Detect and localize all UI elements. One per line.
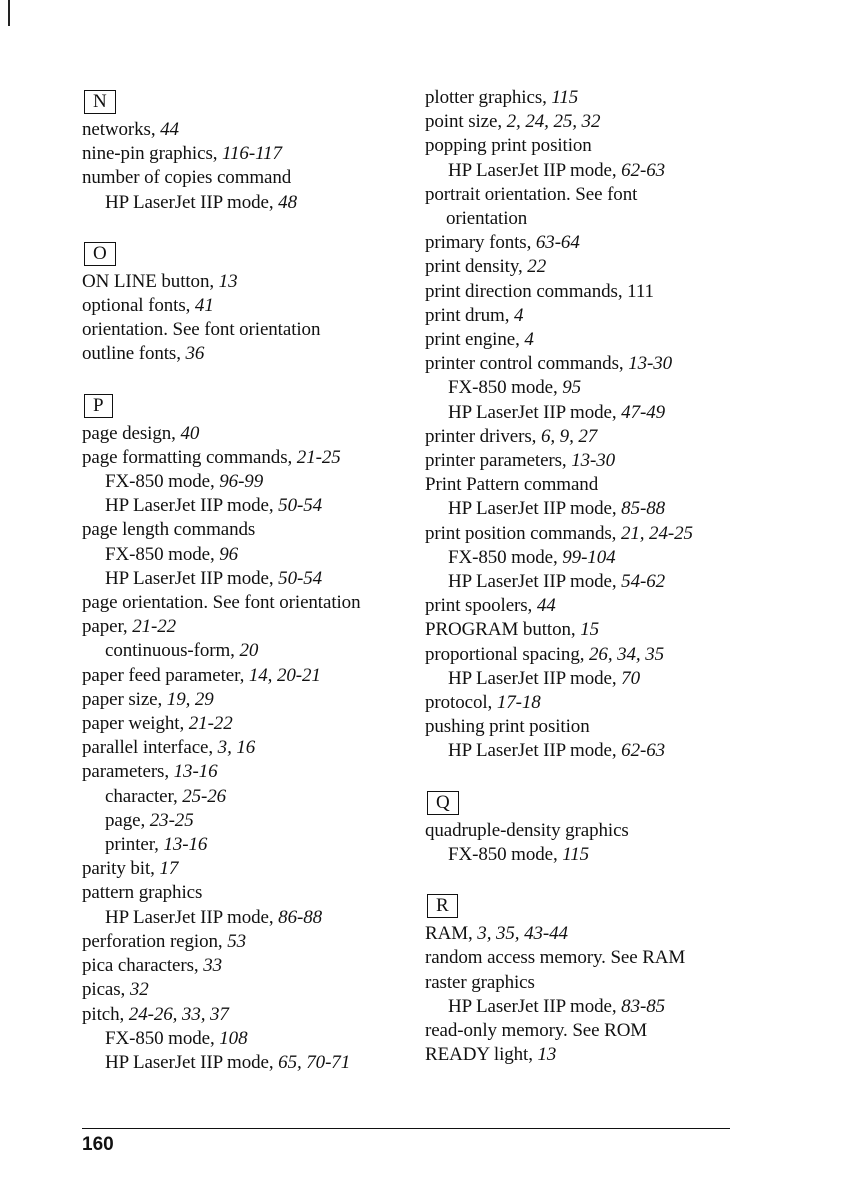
index-page-refs: 50-54 xyxy=(278,495,322,517)
page-edge-mark xyxy=(8,0,10,26)
index-term: parallel interface, xyxy=(82,737,218,759)
index-term: character, xyxy=(105,785,183,807)
index-entry xyxy=(82,591,402,615)
index-entry xyxy=(425,691,755,715)
index-page-refs: 2, 24, 25, 32 xyxy=(506,111,601,133)
index-entry xyxy=(82,954,402,978)
index-entry xyxy=(425,449,755,473)
index-column-left xyxy=(82,86,402,1075)
index-page-refs: 54-62 xyxy=(621,571,665,593)
index-subentry xyxy=(82,567,402,591)
index-term: outline fonts, xyxy=(82,343,186,365)
index-page-refs: 13 xyxy=(218,270,238,292)
index-term: HP LaserJet IIP mode, xyxy=(105,495,279,517)
index-term: FX-850 mode, xyxy=(105,543,220,565)
index-term: HP LaserJet IIP mode, xyxy=(448,667,622,689)
index-term: page design, xyxy=(82,422,181,444)
index-page-refs: 62-63 xyxy=(621,159,665,181)
index-page-refs: 21, 24-25 xyxy=(620,522,693,544)
index-term: RAM, xyxy=(425,923,478,945)
index-term: parity bit, xyxy=(82,858,160,880)
index-term: raster graphics xyxy=(425,971,535,993)
index-entry xyxy=(82,978,402,1002)
index-term: perforation region, xyxy=(82,930,228,952)
index-term: HP LaserJet IIP mode, xyxy=(105,567,279,589)
index-page-refs: 99-104 xyxy=(562,546,616,568)
index-term: plotter graphics, xyxy=(425,87,552,108)
index-page-refs: 13-16 xyxy=(173,761,218,783)
index-subentry xyxy=(82,543,402,567)
index-page-refs: 44 xyxy=(160,119,179,140)
index-term: print position commands, xyxy=(425,522,621,544)
index-entry xyxy=(425,1019,755,1043)
index-entry xyxy=(82,518,402,542)
index-subentry xyxy=(82,494,402,518)
index-term: printer control commands, xyxy=(425,353,629,375)
index-page-refs: 116-117 xyxy=(222,143,282,165)
index-entry xyxy=(425,207,755,231)
index-subentry xyxy=(425,376,755,400)
index-page-refs: 62-63 xyxy=(621,740,665,762)
index-entry xyxy=(82,615,402,639)
index-page-refs: 23-25 xyxy=(149,809,194,831)
section-gap xyxy=(82,367,402,390)
index-term: networks, xyxy=(82,119,161,140)
index-subentry xyxy=(82,1051,402,1075)
section-gap xyxy=(425,764,755,787)
index-page-refs: 19, 29 xyxy=(166,688,214,710)
index-subentry xyxy=(425,570,755,594)
index-page-refs: 14, 20-21 xyxy=(248,664,321,686)
index-entry xyxy=(425,304,755,328)
section-gap xyxy=(425,867,755,890)
index-term: primary fonts, xyxy=(425,232,536,254)
index-entry xyxy=(82,881,402,905)
index-page-refs: 13 xyxy=(537,1044,557,1066)
index-subentry xyxy=(425,739,755,763)
index-page-refs: 21-25 xyxy=(296,446,341,468)
index-entry xyxy=(425,425,755,449)
index-subentry xyxy=(425,546,755,570)
index-entry xyxy=(425,231,755,255)
index-entry xyxy=(425,819,755,843)
index-term: page, xyxy=(105,809,150,831)
index-entry xyxy=(425,110,755,134)
index-term: HP LaserJet IIP mode, xyxy=(448,159,622,181)
index-page-refs: 13-16 xyxy=(163,834,208,856)
index-page-refs: 40 xyxy=(180,422,200,444)
index-page-refs: 32 xyxy=(129,979,149,1001)
index-page-refs: 17 xyxy=(159,858,179,880)
index-entry xyxy=(425,328,755,352)
index-page-refs: 50-54 xyxy=(278,567,322,589)
index-entry xyxy=(82,422,402,446)
index-entry xyxy=(425,86,755,110)
index-subentry xyxy=(82,785,402,809)
index-term: page orientation. See font orientation xyxy=(82,592,361,614)
index-page-refs: 85-88 xyxy=(621,498,665,520)
index-term: HP LaserJet IIP mode, xyxy=(448,740,622,762)
index-subentry xyxy=(425,401,755,425)
index-page-refs: 44 xyxy=(536,595,556,617)
index-subentry xyxy=(425,159,755,183)
index-entry xyxy=(82,736,402,760)
index-term: quadruple-density graphics xyxy=(425,819,629,841)
index-page-refs: 47-49 xyxy=(621,401,665,423)
index-term: HP LaserJet IIP mode, xyxy=(105,191,279,213)
index-subentry xyxy=(82,833,402,857)
index-entry xyxy=(82,857,402,881)
index-subentry xyxy=(425,497,755,521)
index-term: print direction commands, 111 xyxy=(425,280,654,302)
index-term: read-only memory. See ROM xyxy=(425,1019,648,1041)
index-page-refs: 21-22 xyxy=(188,713,233,735)
index-entry xyxy=(425,352,755,376)
index-letter-heading: R xyxy=(427,894,458,918)
index-term: print engine, xyxy=(425,329,525,351)
section-gap xyxy=(82,215,402,238)
index-term: random access memory. See RAM xyxy=(425,947,686,969)
index-term: portrait orientation. See font xyxy=(425,183,638,205)
index-subentry xyxy=(425,843,755,867)
index-page-refs: 95 xyxy=(562,377,582,399)
index-entry xyxy=(82,118,402,142)
index-page-refs: 25-26 xyxy=(182,785,227,807)
index-term: optional fonts, xyxy=(82,295,195,317)
index-page-refs: 63-64 xyxy=(535,232,580,254)
index-term: HP LaserJet IIP mode, xyxy=(448,995,622,1017)
index-page-refs: 15 xyxy=(580,619,599,641)
index-entry xyxy=(425,183,755,207)
index-term: number of copies command xyxy=(82,167,292,189)
index-page-refs: 13-30 xyxy=(628,353,673,375)
index-subentry xyxy=(82,191,402,215)
index-page-refs: 108 xyxy=(219,1027,248,1049)
index-subentry xyxy=(82,809,402,833)
index-page-refs: 22 xyxy=(527,256,547,278)
index-term: pitch, xyxy=(82,1003,129,1025)
index-entry xyxy=(82,760,402,784)
index-entry xyxy=(425,255,755,279)
index-entry xyxy=(425,1043,755,1067)
index-page-refs: 53 xyxy=(227,930,247,952)
index-entry xyxy=(82,664,402,688)
index-term: picas, xyxy=(82,979,130,1001)
index-entry xyxy=(425,922,755,946)
index-term: printer parameters, xyxy=(425,450,572,472)
index-entry xyxy=(82,712,402,736)
index-term: point size, xyxy=(425,111,507,133)
index-term: HP LaserJet IIP mode, xyxy=(448,571,622,593)
index-subentry xyxy=(425,667,755,691)
index-term: FX-850 mode, xyxy=(105,471,220,493)
index-entry xyxy=(425,522,755,546)
index-term: FX-850 mode, xyxy=(105,1027,220,1049)
index-page-refs: 4 xyxy=(514,304,524,326)
index-entry xyxy=(425,643,755,667)
index-page-refs: 6, 9, 27 xyxy=(540,425,598,447)
index-term: orientation xyxy=(446,208,528,230)
index-page-refs: 3, 16 xyxy=(217,737,256,759)
index-entry xyxy=(82,930,402,954)
index-term: HP LaserJet IIP mode, xyxy=(105,1051,279,1073)
index-subentry xyxy=(425,995,755,1019)
index-page-refs: 24-26, 33, 37 xyxy=(128,1003,229,1025)
index-entry xyxy=(82,1003,402,1027)
index-subentry xyxy=(82,470,402,494)
index-term: print spoolers, xyxy=(425,595,537,617)
index-term: popping print position xyxy=(425,135,592,157)
index-term: pattern graphics xyxy=(82,882,203,904)
index-page-refs: 21-22 xyxy=(132,616,177,638)
index-term: printer, xyxy=(105,834,164,856)
index-term: protocol, xyxy=(425,692,497,714)
index-page-refs: 20 xyxy=(239,640,259,662)
index-term: nine-pin graphics, xyxy=(82,143,223,165)
index-term: FX-850 mode, xyxy=(448,843,563,865)
index-term: printer drivers, xyxy=(425,425,541,447)
index-page-refs: 17-18 xyxy=(496,692,541,714)
index-page-refs: 13-30 xyxy=(571,450,616,472)
index-term: orientation. See font orientation xyxy=(82,319,321,341)
index-entry xyxy=(82,446,402,470)
index-letter-heading: P xyxy=(84,394,113,418)
index-entry xyxy=(82,270,402,294)
index-term: pushing print position xyxy=(425,716,590,738)
index-subentry xyxy=(82,1027,402,1051)
index-term: PROGRAM button, xyxy=(425,619,581,641)
index-entry xyxy=(425,280,755,304)
index-letter-heading: N xyxy=(84,90,116,114)
index-term: page length commands xyxy=(82,519,256,541)
index-subentry xyxy=(82,906,402,930)
index-page-refs: 70 xyxy=(621,667,640,689)
index-term: FX-850 mode, xyxy=(448,546,563,568)
index-entry xyxy=(425,946,755,970)
index-term: page formatting commands, xyxy=(82,446,297,468)
index-term: proportional spacing, xyxy=(425,643,590,665)
index-page-refs: 96-99 xyxy=(219,471,264,493)
index-entry xyxy=(425,618,755,642)
index-term: parameters, xyxy=(82,761,174,783)
index-page-refs: 115 xyxy=(562,843,590,865)
index-entry xyxy=(82,294,402,318)
index-term: ON LINE button, xyxy=(82,270,219,292)
index-term: paper feed parameter, xyxy=(82,664,249,686)
index-term: HP LaserJet IIP mode, xyxy=(448,401,622,423)
index-term: Print Pattern command xyxy=(425,474,599,496)
index-entry xyxy=(82,318,402,342)
index-page-refs: 65, 70-71 xyxy=(278,1051,351,1073)
page-number: 160 xyxy=(82,1134,114,1155)
index-letter-heading: Q xyxy=(427,791,459,815)
index-column-right xyxy=(425,86,755,1067)
index-term: continuous-form, xyxy=(105,640,240,662)
index-entry xyxy=(425,134,755,158)
index-page-refs: 96 xyxy=(219,543,239,565)
index-page-refs: 36 xyxy=(185,343,205,365)
index-letter-heading: O xyxy=(84,242,116,266)
index-page-refs: 4 xyxy=(524,329,534,351)
index-page-refs: 83-85 xyxy=(621,995,665,1017)
index-term: print density, xyxy=(425,256,528,278)
index-entry xyxy=(425,594,755,618)
index-entry xyxy=(82,142,402,166)
index-page-refs: 41 xyxy=(194,295,214,317)
index-term: print drum, xyxy=(425,304,515,326)
index-page-refs: 48 xyxy=(278,191,297,213)
index-entry xyxy=(425,971,755,995)
index-term: HP LaserJet IIP mode, xyxy=(448,498,622,520)
index-page-refs: 33 xyxy=(203,955,223,977)
index-term: HP LaserJet IIP mode, xyxy=(105,906,279,928)
index-page-refs: 26, 34, 35 xyxy=(589,643,665,665)
index-term: paper size, xyxy=(82,688,167,710)
index-term: FX-850 mode, xyxy=(448,377,563,399)
index-entry xyxy=(82,342,402,366)
index-entry xyxy=(425,473,755,497)
index-term: READY light, xyxy=(425,1044,538,1066)
index-subentry xyxy=(82,639,402,663)
index-term: paper, xyxy=(82,616,133,638)
index-page-refs: 86-88 xyxy=(278,906,322,928)
index-page-refs: 3, 35, 43-44 xyxy=(477,923,568,945)
index-entry xyxy=(82,688,402,712)
index-entry xyxy=(82,166,402,190)
index-page-refs: 115 xyxy=(551,87,579,108)
index-term: pica characters, xyxy=(82,955,204,977)
index-entry xyxy=(425,715,755,739)
footer-rule xyxy=(82,1128,730,1129)
index-term: paper weight, xyxy=(82,713,189,735)
